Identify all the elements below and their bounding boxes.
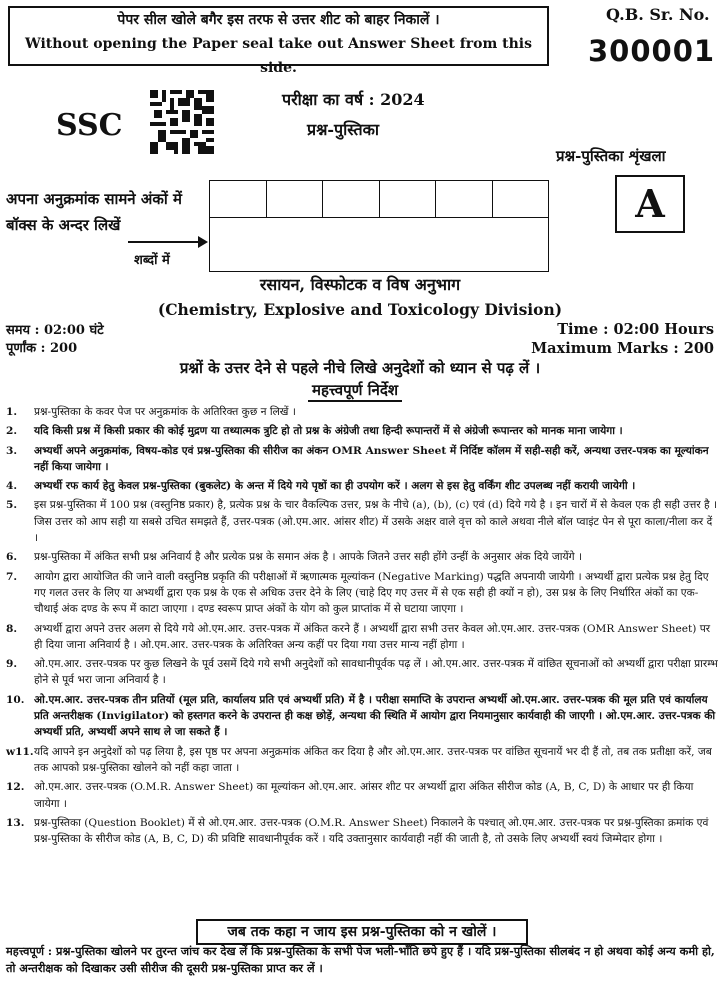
instruction-item [6, 423, 718, 439]
instruction-text: आयोग द्वारा आयोजित की जाने वाली वस्तुनिष्ठ प्रकृति की परीक्षाओं में ऋणात्मक मूल्यांकन (Negative Marking) पद्धति अपनायी जायेगी । अभ्यर्थी द्वारा प्रत्येक प्रश्न हेतु दिए गए गलत उत्तर के लिए या अभ्यर्थी द्वारा एक प्रश्न के एक से अधिक उत्तर देने के लिए (चाहे दिए गए उत्तर में से एक सही ही क्यों न हो), उस प्रश्न के लिए निर्धारित अंकों का एक-चौथाई अंक दण्ड के रूप में काटा जाएगा । दण्ड स्वरूप प्राप्त अंकों के योग को कुल प्राप्तांक में से घटाया जाएगा । [34, 570, 709, 616]
seal-notice-english: Without opening the Paper seal take out Answer Sheet from this side. [24, 36, 533, 76]
instruction-text: प्रश्न-पुस्तिका के कवर पेज पर अनुक्रमांक के अतिरिक्त कुछ न लिखें । [34, 406, 296, 418]
timing-hindi [6, 322, 104, 358]
instruction-number: 4. [6, 480, 18, 493]
instructions-heading: महत्त्वपूर्ण निर्देश [308, 380, 402, 402]
roll-digit-box[interactable] [267, 181, 324, 217]
qr-code-icon [150, 90, 214, 154]
instruction-number: 6. [6, 551, 18, 564]
instruction-number: 12. [6, 781, 25, 794]
seal-notice-hindi: पेपर सील खोले बगैर इस तरफ से उत्तर शीट को बाहर निकालें । [117, 12, 440, 28]
do-not-open-notice: जब तक कहा न जाय इस प्रश्न-पुस्तिका को न खोलें । [196, 919, 528, 945]
instruction-item [6, 478, 718, 494]
booklet-label: प्रश्न-पुस्तिका [307, 120, 380, 139]
org-name: SSC [56, 108, 123, 143]
instruction-text: ओ.एम.आर. उत्तर-पत्रक (O.M.R. Answer Sheet) का मूल्यांकन ओ.एम.आर. आंसर शीट पर अभ्यर्थी द्वारा अंकित सीरीज कोड (A, B, C, D) के आधार पर ही किया जायेगा । [34, 781, 694, 810]
time-hindi: समय : 02:00 घंटे [6, 323, 104, 338]
timing-english [531, 320, 714, 358]
roll-digit-row [210, 181, 548, 218]
roll-number-grid [209, 180, 549, 272]
instruction-text: इस प्रश्न-पुस्तिका में 100 प्रश्न (वस्तुनिष्ठ प्रकार) है, प्रत्येक प्रश्न के चार वैकल्पिक उत्तर, प्रश्न के नीचे (a), (b), (c) एवं (d) दिये गये है । इन चारों में से केवल एक ही सही उत्तर है । जिस उत्तर को आप सही या सबसे उचित समझते हैं, उत्तर-पत्रक (ओ.एम.आर. आंसर शीट) में उसके अक्षर वाले वृत्त को काले अथवा नीले बॉल प्वाइंट पेन से पूरा काला/नीला कर दें । [34, 499, 718, 545]
instruction-number: w11. [6, 745, 34, 758]
footer-note: महत्त्वपूर्ण : प्रश्न-पुस्तिका खोलने पर तुरन्त जांच कर देख लें कि प्रश्न-पुस्तिका के सभी पेज भली-भाँति छपे हुए हैं । यदि प्रश्न-पुस्तिका सीलबंद न हो अथवा कोई अन्य कमी हो, तो अन्तरीक्षक को दिखाकर उसी सीरीज की दूसरी प्रश्न-पुस्तिका प्राप्त कर लें । [6, 944, 715, 975]
instruction-item [6, 779, 718, 812]
instruction-number: 7. [6, 570, 18, 583]
instruction-number: 5. [6, 499, 18, 512]
instruction-number: 9. [6, 658, 18, 671]
instruction-item [6, 692, 718, 741]
instruction-number: 2. [6, 425, 18, 438]
division-hindi: रसायन, विस्फोटक व विष अनुभाग [259, 275, 461, 294]
roll-words-label: शब्दों में [134, 253, 170, 268]
instruction-item [6, 549, 718, 565]
instruction-item [6, 443, 718, 476]
instruction-number: 10. [6, 693, 25, 706]
roll-digit-box[interactable] [493, 181, 549, 217]
instruction-text: प्रश्न-पुस्तिका (Question Booklet) में से ओ.एम.आर. उत्तर-पत्रक (O.M.R. Answer Sheet) निकालने के पश्चात् ओ.एम.आर. उत्तर-पत्रक पर प्रश्न-पुस्तिका क्रमांक एवं प्रश्न-पुस्तिका के सीरीज कोड (A, B, C, D) की प्रविष्टि सावधानीपूर्वक करें । यदि उक्तानुसार कार्यवाही नहीं की जाती है, तो उसके लिए अभ्यर्थी स्वयं जिम्मेदार होगा । [34, 816, 709, 846]
instruction-text: अभ्यर्थी रफ कार्य हेतु केवल प्रश्न-पुस्तिका (बुकलेट) के अन्त में दिये गये पृष्ठों का ही उपयोग करें । अलग से इस हेतु वर्किंग शीट उपलब्ध नहीं करायी जायेगी । [34, 480, 636, 493]
marks-english: Maximum Marks : 200 [531, 340, 714, 357]
roll-digit-box[interactable] [436, 181, 493, 217]
instruction-text: यदि किसी प्रश्न में किसी प्रकार की कोई मुद्रण या तथ्यात्मक त्रुटि हो तो प्रश्न के अंग्रेजी तथा हिन्दी रूपान्तरों में से अंग्रेजी रूपान्तर को मानक माना जायेगा । [34, 425, 623, 438]
instruction-item [6, 621, 718, 654]
instruction-text: प्रश्न-पुस्तिका में अंकित सभी प्रश्न अनिवार्य है और प्रत्येक प्रश्न के समान अंक है । आपके जितने उत्तर सही होंगे उन्हीं के अनुसार अंक दिये जायेंगे । [34, 551, 582, 564]
seal-notice-box [8, 6, 549, 76]
division-english: (Chemistry, Explosive and Toxicology Division) [157, 300, 563, 319]
series-label: प्रश्न-पुस्तिका शृंखला [556, 147, 666, 165]
qb-serial-label: Q.B. Sr. No. [606, 5, 710, 24]
time-english: Time : 02:00 Hours [557, 321, 714, 338]
instruction-item [6, 497, 718, 546]
instruction-text: यदि आपने इन अनुदेशों को पढ़ लिया है, इस पृष्ठ पर अपना अनुक्रमांक अंकित कर दिया है और ओ.एम.आर. उत्तर-पत्रक पर वांछित सूचनायें भर दी हैं तो, तब तक प्रतीक्षा करें, जब तक आपको प्रश्न-पुस्तिका खोलने को नहीं कहा जाता । [34, 745, 712, 774]
roll-digit-box[interactable] [210, 181, 267, 217]
instruction-text: अभ्यर्थी अपने अनुक्रमांक, विषय-कोड एवं प्रश्न-पुस्तिका की सीरीज का अंकन OMR Answer Sheet में निर्दिष्ट कॉलम में सही-सही करें, अन्यथा उत्तर-पत्रक का मूल्यांकन नहीं किया जायेगा । [34, 444, 709, 473]
marks-hindi: पूर्णांक : 200 [6, 341, 78, 356]
qb-serial-number: 300001 [588, 34, 716, 68]
read-instructions-note: प्रश्नों के उत्तर देने से पहले नीचे लिखे अनुदेशों को ध्यान से पढ़ लें । [179, 359, 541, 377]
instruction-item [6, 744, 718, 777]
instruction-number: 1. [6, 406, 18, 418]
instruction-item [6, 815, 718, 848]
instruction-item [6, 404, 718, 420]
exam-year: परीक्षा का वर्ष : 2024 [282, 90, 425, 109]
series-code-box: A [615, 175, 685, 233]
instruction-item [6, 569, 718, 618]
roll-digit-box[interactable] [380, 181, 437, 217]
instruction-text: अभ्यर्थी द्वारा अपने उत्तर अलग से दिये गये ओ.एम.आर. उत्तर-पत्रक में अंकित करने हैं । अभ्यर्थी द्वारा सभी उत्तर केवल ओ.एम.आर. उत्तर-पत्रक (OMR Answer Sheet) पर ही दिया जाना अनिवार्य है । ओ.एम.आर. उत्तर-पत्रक के अतिरिक्त अन्य कहीं पर दिया गया उत्तर मान्य नहीं होगा । [34, 622, 711, 651]
instruction-number: 8. [6, 622, 18, 635]
roll-words-box[interactable] [210, 218, 548, 272]
roll-digits-label: अपना अनुक्रमांक सामने अंकों में बॉक्स के अन्दर लिखें [6, 190, 182, 234]
roll-digit-box[interactable] [323, 181, 380, 217]
instruction-text: ओ.एम.आर. उत्तर-पत्रक पर कुछ लिखने के पूर्व उसमें दिये गये सभी अनुदेशों को सावधानीपूर्वक पढ़ लें । ओ.एम.आर. उत्तर-पत्रक में वांछित सूचनाओं को अभ्यर्थी द्वारा परीक्षा प्रारम्भ होने से पूर्व भरा जाना अनिवार्य है । [34, 658, 718, 687]
instruction-text: ओ.एम.आर. उत्तर-पत्रक तीन प्रतियों (मूल प्रति, कार्यालय प्रति एवं अभ्यर्थी प्रति) में है । परीक्षा समाप्ति के उपरान्त अभ्यर्थी ओ.एम.आर. उत्तर-पत्रक की मूल प्रति एवं कार्यालय प्रति अन्तरीक्षक (Invigilator) को हस्तगत करने के उपरान्त ही कक्ष छोड़ें, अन्यथा की स्थिति में आयोग द्वारा नियमानुसार कार्यवाही की जाएगी । ओ.एम.आर. उत्तर-पत्रक की अभ्यर्थी प्रति, अभ्यर्थी अपने साथ ले जा सकते हैं । [34, 693, 716, 739]
instruction-item [6, 656, 718, 689]
instructions-list [6, 404, 718, 850]
instruction-number: 13. [6, 816, 25, 829]
instruction-number: 3. [6, 444, 18, 457]
arrow-right-icon [128, 232, 208, 252]
